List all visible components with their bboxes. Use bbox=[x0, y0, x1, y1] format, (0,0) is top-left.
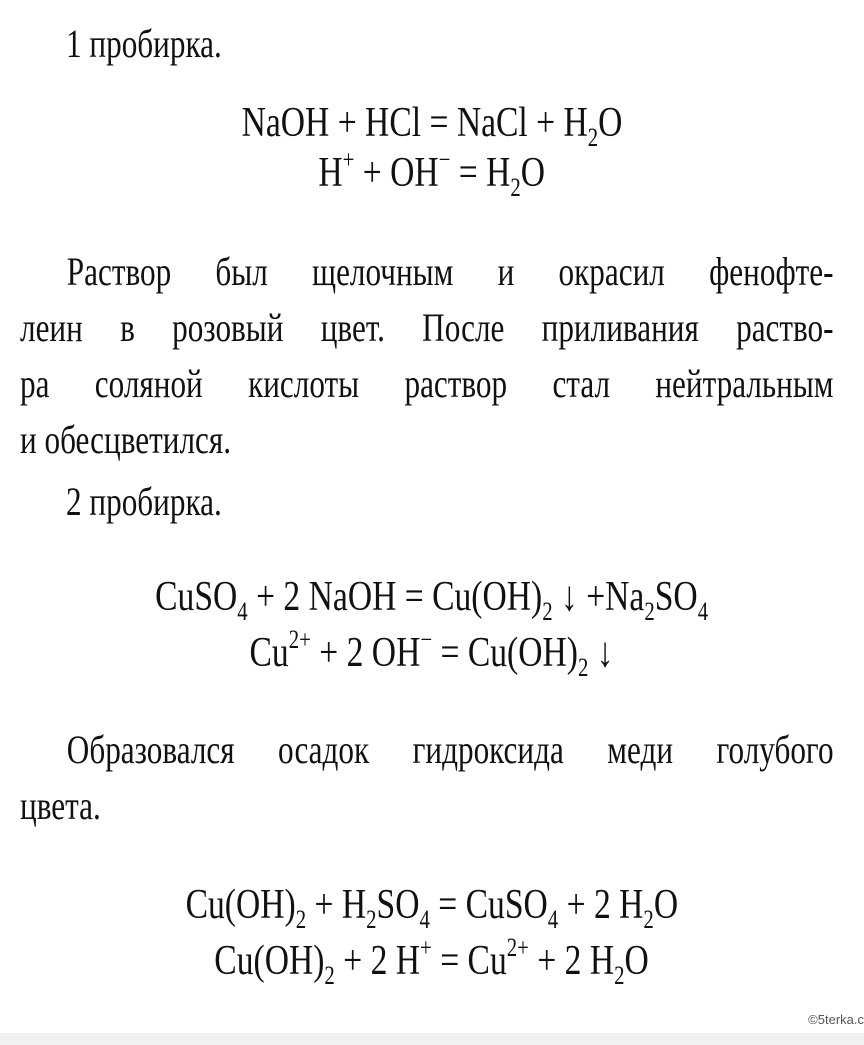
paragraph-observation-1 bbox=[20, 244, 834, 468]
test-tube-1-heading: 1 пробирка. bbox=[66, 21, 222, 66]
source-watermark: ©5terka.c bbox=[808, 1012, 864, 1027]
ionic-equation-dissolution: $Cu(OH)_2 + 2$ $H^+ = Cu^{2+} + 2$ $H_2O$ bbox=[214, 933, 650, 990]
equation-naoh-hcl: NaOH + HCl = NaCl + $H_2O$ bbox=[241, 100, 623, 152]
test-tube-2-heading: 2 пробирка. bbox=[66, 479, 222, 524]
paragraph-line: и обесцветился. bbox=[20, 417, 232, 462]
paragraph-line: ра соляной кислоты раствор стал нейтральным bbox=[20, 361, 834, 406]
ionic-equation-precipitation: $Cu^{2+} + 2$ $OH^- = Cu(OH)_2$ ↓ bbox=[249, 625, 615, 682]
paragraph-observation-2 bbox=[20, 722, 834, 834]
paragraph-line: Раствор был щелочным и окрасил фенофте- bbox=[66, 249, 834, 294]
ionic-equation-neutralization: $H^+ + OH^- = H_2O$ bbox=[318, 145, 546, 202]
paragraph-line: Образовался осадок гидроксида меди голубого bbox=[66, 727, 834, 772]
equation-cuso4-naoh: CuSO$_4$ + 2 NaOH = $Cu(OH)_2$ ↓ $+Na_2SO_4$ bbox=[155, 574, 709, 626]
paragraph-line: цвета. bbox=[20, 783, 101, 828]
paragraph-line: леин в розовый цвет. После приливания раство- bbox=[20, 305, 834, 350]
footer-strip bbox=[0, 1033, 864, 1045]
equation-cuoh2-h2so4: $Cu(OH)_2 + H_2SO_4$ = CuSO$_4$ + 2 $H_2O$ bbox=[185, 882, 679, 934]
